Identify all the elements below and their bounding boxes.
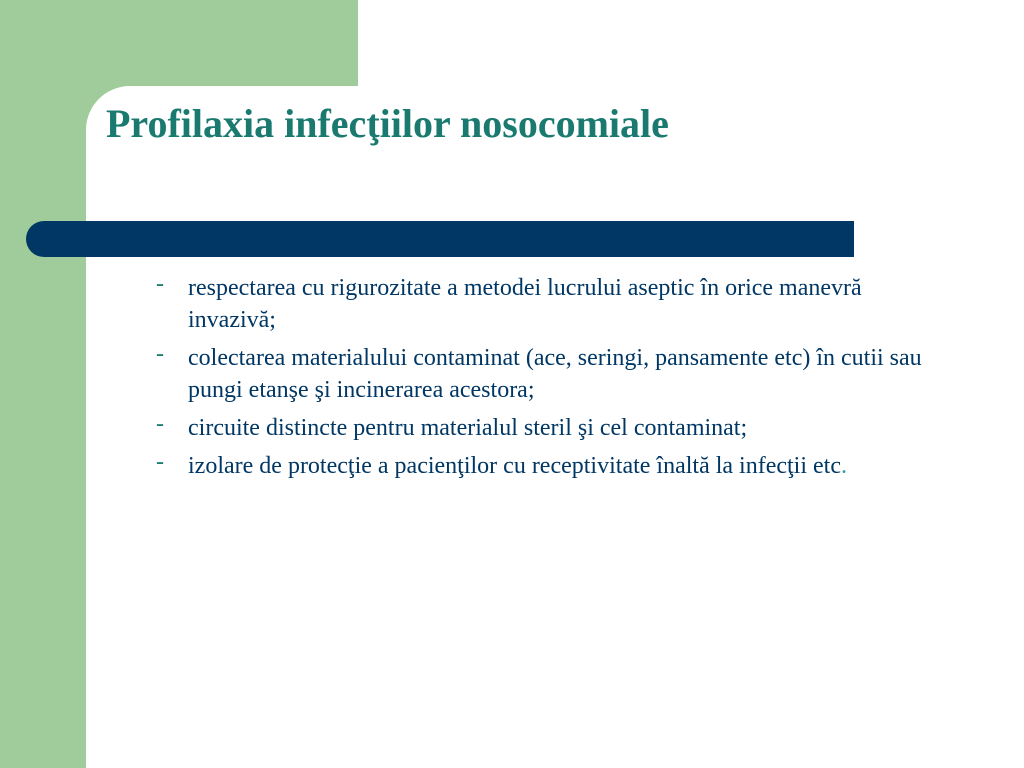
bullet-item — [154, 450, 934, 482]
bullet-trailing-period: . — [840, 453, 847, 479]
bullet-text: circuite distincte pentru materialul steril şi cel contaminat; — [188, 415, 748, 441]
bullet-item — [154, 342, 934, 406]
bullet-text: izolare de protecţie a pacienţilor cu receptivitate înaltă la infecţii etc — [188, 453, 841, 479]
slide-title: Profilaxia infecţiilor nosocomiale — [106, 101, 669, 146]
bullet-item — [154, 272, 934, 336]
title-divider-bar — [26, 221, 854, 257]
bullet-marker-icon: - — [156, 271, 164, 297]
bullet-marker-icon: - — [156, 411, 164, 437]
bullet-marker-icon: - — [156, 341, 164, 367]
bullet-marker-icon: - — [156, 449, 164, 475]
bullet-item — [154, 412, 934, 444]
bullet-text: colectarea materialului contaminat (ace, seringi, pansamente etc) în cutii sau pungi etanşe şi incinerarea acestora; — [188, 345, 922, 403]
bullet-list — [154, 272, 934, 488]
bullet-text: respectarea cu rigurozitate a metodei lucrului aseptic în orice manevră invazivă; — [188, 275, 862, 333]
